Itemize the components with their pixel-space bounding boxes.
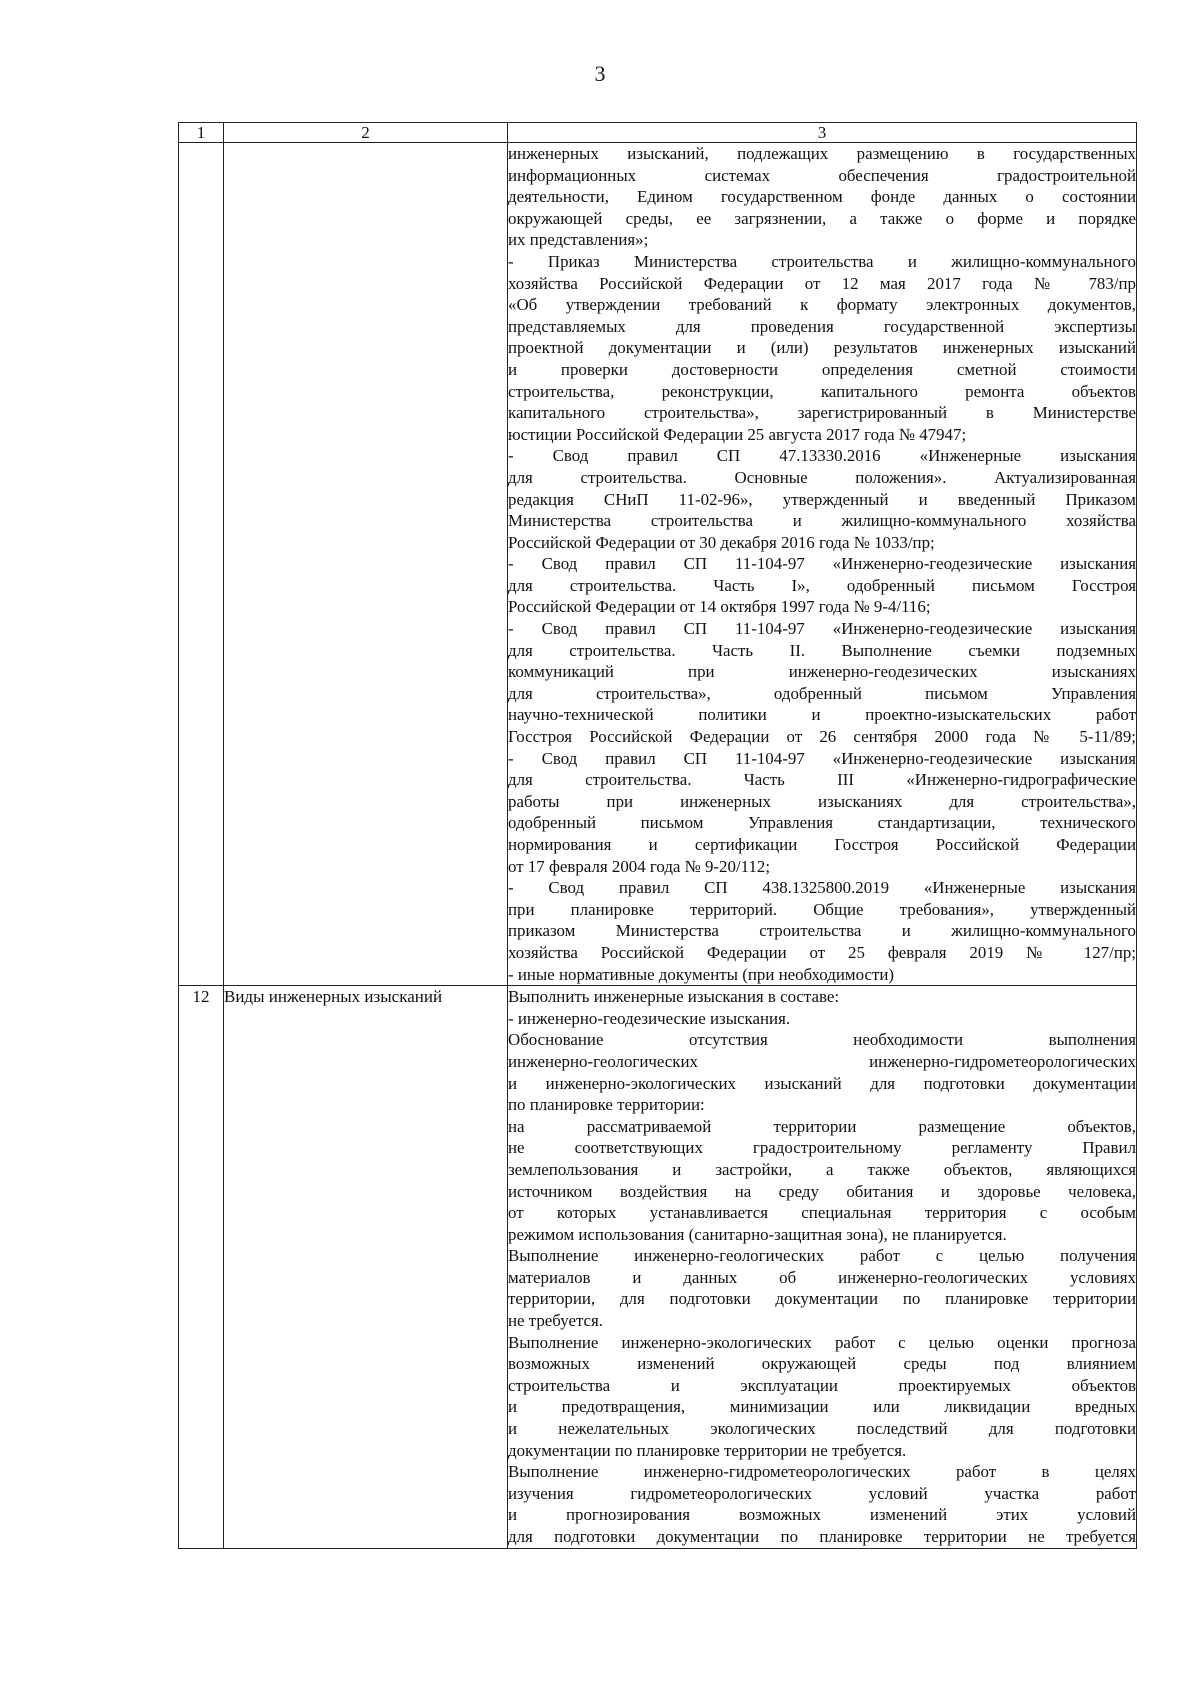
content-line: и нежелательных экологических последствий для подготовки [508,1419,1136,1439]
content-line: капитального строительства», зарегистрированный в Министерстве [508,403,1136,423]
content-line: хозяйства Российской Федерации от 25 февраля 2019 № 127/пр; [508,942,1136,962]
content-line: строительства, реконструкции, капитального ремонта объектов [508,381,1136,401]
content-line: для строительства», одобренный письмом Управления [508,683,1136,703]
content-line: для подготовки документации по планировке территории не требуется [508,1527,1136,1546]
content-line: для строительства. Часть I», одобренный письмом Госстроя [508,575,1136,595]
content-line: их представления»; [508,230,649,250]
content-line: Министерства строительства и жилищно-коммунального хозяйства [508,511,1136,531]
content-line: и инженерно-экологических изысканий для подготовки документации [508,1073,1136,1093]
content-line: Госстроя Российской Федерации от 26 сентября 2000 года № 5-11/89; [508,727,1136,747]
content-line: деятельности, Едином государственном фонде данных о состоянии [508,187,1136,207]
content-line: - Приказ Министерства строительства и жилищно-коммунального [508,251,1136,271]
row-number-cell [179,143,224,986]
content-line: нормирования и сертификации Госстроя Российской Федерации [508,835,1136,854]
content-line: хозяйства Российской Федерации от 12 мая 2017 года № 783/пр [508,273,1136,293]
content-line: при планировке территорий. Общие требования», утвержденный [508,899,1136,919]
content-line: проектной документации и (или) результатов инженерных изысканий [508,338,1136,358]
content-line: не соответствующих градостроительному регламенту Правил [508,1138,1136,1158]
content-line: Российской Федерации от 30 декабря 2016 года № 1033/пр; [508,532,935,552]
requirements-table [178,122,1137,1549]
content-line: инженерно-геологических инженерно-гидрометеорологических [508,1051,1136,1071]
content-line: документации по планировке территории не требуется. [508,1440,907,1460]
content-line: юстиции Российской Федерации 25 августа 2017 года № 47947; [508,424,967,444]
content-line: строительства и эксплуатации проектируемых объектов [508,1375,1136,1395]
content-line: землепользования и застройки, а также объектов, являющихся [508,1159,1136,1179]
row-content-cell [508,143,1137,986]
row-content-cell [508,986,1137,1548]
content-line: Российской Федерации от 14 октября 1997 года № 9-4/116; [508,597,931,617]
content-line: от которых устанавливается специальная территория с особым [508,1203,1136,1223]
content-line: и проверки достоверности определения сметной стоимости [508,359,1136,379]
content-line: и предотвращения, минимизации или ликвидации вредных [508,1397,1136,1417]
content-line: коммуникаций при инженерно-геодезических изысканиях [508,662,1136,682]
content-line: представляемых для проведения государственной экспертизы [508,316,1136,336]
content-line: научно-технической политики и проектно-изыскательских работ [508,705,1136,725]
content-line: - инженерно-геодезические изыскания. [508,1008,791,1028]
content-line: «Об утверждении требований к формату электронных документов, [508,295,1136,315]
content-line: и прогнозирования возможных изменений этих условий [508,1505,1136,1525]
content-line: Выполнение инженерно-гидрометеорологических работ в целях [508,1462,1136,1482]
content-line: для строительства. Основные положения». Актуализированная [508,467,1136,487]
content-line: - Свод правил СП 11-104-97 «Инженерно-геодезические изыскания [508,619,1136,639]
content-line: для строительства. Часть III «Инженерно-гидрографические [508,770,1136,790]
content-line: материалов и данных об инженерно-геологических условиях [508,1267,1136,1287]
content-line: редакция СНиП 11-02-96», утвержденный и введенный Приказом [508,489,1136,509]
column-header-3: 3 [508,123,1137,143]
content-line: от 17 февраля 2004 года № 9-20/112; [508,856,771,876]
content-line: источником воздействия на среду обитания и здоровье человека, [508,1181,1136,1201]
content-line: Обоснование отсутствия необходимости выполнения [508,1030,1136,1050]
content-line: Выполнение инженерно-геологических работ с целью получения [508,1246,1136,1266]
content-line: Выполнение инженерно-экологических работ с целью оценки прогноза [508,1332,1136,1352]
content-line: инженерных изысканий, подлежащих размещению в государственных [508,144,1136,163]
content-line: по планировке территории: [508,1095,705,1115]
content-line: информационных системах обеспечения градостроительной [508,165,1136,185]
column-header-1: 1 [179,123,224,143]
page-number: 3 [594,61,606,86]
content-line: территории, для подготовки документации по планировке территории [508,1289,1136,1309]
content-line: работы при инженерных изысканиях для строительства», [508,791,1136,811]
content-line: - Свод правил СП 11-104-97 «Инженерно-геодезические изыскания [508,748,1136,768]
row-name-cell: Виды инженерных изысканий [224,986,508,1548]
content-line: возможных изменений окружающей среды под влиянием [508,1354,1136,1374]
table-row [179,986,1137,1548]
content-line: приказом Министерства строительства и жилищно-коммунального [508,921,1136,941]
content-line: - Свод правил СП 438.1325800.2019 «Инженерные изыскания [508,878,1136,898]
content-line: окружающей среды, ее загрязнении, а также о форме и порядке [508,208,1136,228]
content-line: - иные нормативные документы (при необходимости) [508,964,895,984]
content-line: - Свод правил СП 11-104-97 «Инженерно-геодезические изыскания [508,554,1136,574]
table-row [179,143,1137,986]
content-line: на рассматриваемой территории размещение объектов, [508,1116,1136,1136]
content-line: для строительства. Часть II. Выполнение съемки подземных [508,640,1136,660]
table-header-row [179,123,1137,143]
row-number-cell: 12 [179,986,224,1548]
column-header-2: 2 [224,123,508,143]
content-line: не требуется. [508,1311,604,1331]
content-line: - Свод правил СП 47.13330.2016 «Инженерные изыскания [508,446,1136,466]
content-line: режимом использования (санитарно-защитная зона), не планируется. [508,1224,1007,1244]
content-line: одобренный письмом Управления стандартизации, технического [508,813,1136,833]
row-name-cell [224,143,508,986]
content-line: изучения гидрометеорологических условий участка работ [508,1483,1136,1503]
content-line: Выполнить инженерные изыскания в составе: [508,987,840,1007]
